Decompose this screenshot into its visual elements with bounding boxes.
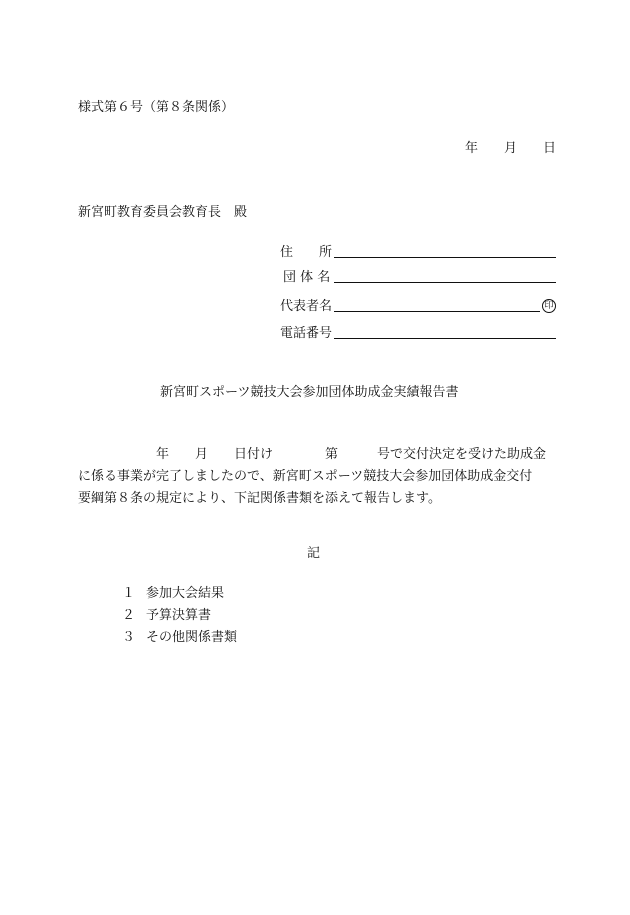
phone-label: 電話番号 xyxy=(280,326,333,341)
representative-label: 代表者名 xyxy=(280,299,333,314)
body-paragraph xyxy=(78,444,556,510)
address-label: 住 所 xyxy=(280,245,333,260)
attachment-num-1: １ xyxy=(122,586,136,601)
body-line-2: に係る事業が完了しましたので、新宮町スポーツ競技大会参加団体助成金交付 xyxy=(78,469,533,484)
seal-mark: 印 xyxy=(542,299,556,313)
attachment-label-2: 予算決算書 xyxy=(146,608,212,623)
body-line-3: 要綱第８条の規定により、下記関係書類を添えて報告します。 xyxy=(78,491,441,506)
date-line xyxy=(465,142,556,155)
phone-field[interactable] xyxy=(280,324,556,340)
attachment-label-3: その他関係書類 xyxy=(146,630,238,645)
attachment-item-1 xyxy=(122,587,224,600)
date-day: 日 xyxy=(542,141,556,156)
addressee: 新宮町教育委員会教育長 殿 xyxy=(78,205,248,220)
representative-input-line[interactable] xyxy=(334,299,540,312)
address-field[interactable] xyxy=(280,243,556,259)
body-line-1: 年 月 日付け 第 号で交付決定を受けた助成金 xyxy=(78,447,547,462)
address-input-line[interactable] xyxy=(334,245,556,258)
attachment-item-2 xyxy=(122,609,211,622)
attachment-label-1: 参加大会結果 xyxy=(146,586,225,601)
attachment-num-3: ３ xyxy=(122,630,136,645)
date-month: 月 xyxy=(503,141,517,156)
attachment-num-2: ２ xyxy=(122,608,136,623)
attachment-item-3 xyxy=(122,631,237,644)
form-number: 様式第６号（第８条関係） xyxy=(78,100,235,115)
date-year: 年 xyxy=(464,141,478,156)
group-name-input-line[interactable] xyxy=(334,270,556,283)
report-title: 新宮町スポーツ競技大会参加団体助成金実績報告書 xyxy=(160,385,459,400)
ki-heading: 記 xyxy=(307,546,321,561)
group-name-field[interactable] xyxy=(280,268,556,284)
phone-input-line[interactable] xyxy=(334,326,556,339)
group-name-label: 団 体 名 xyxy=(283,270,331,285)
representative-field[interactable] xyxy=(280,297,556,313)
